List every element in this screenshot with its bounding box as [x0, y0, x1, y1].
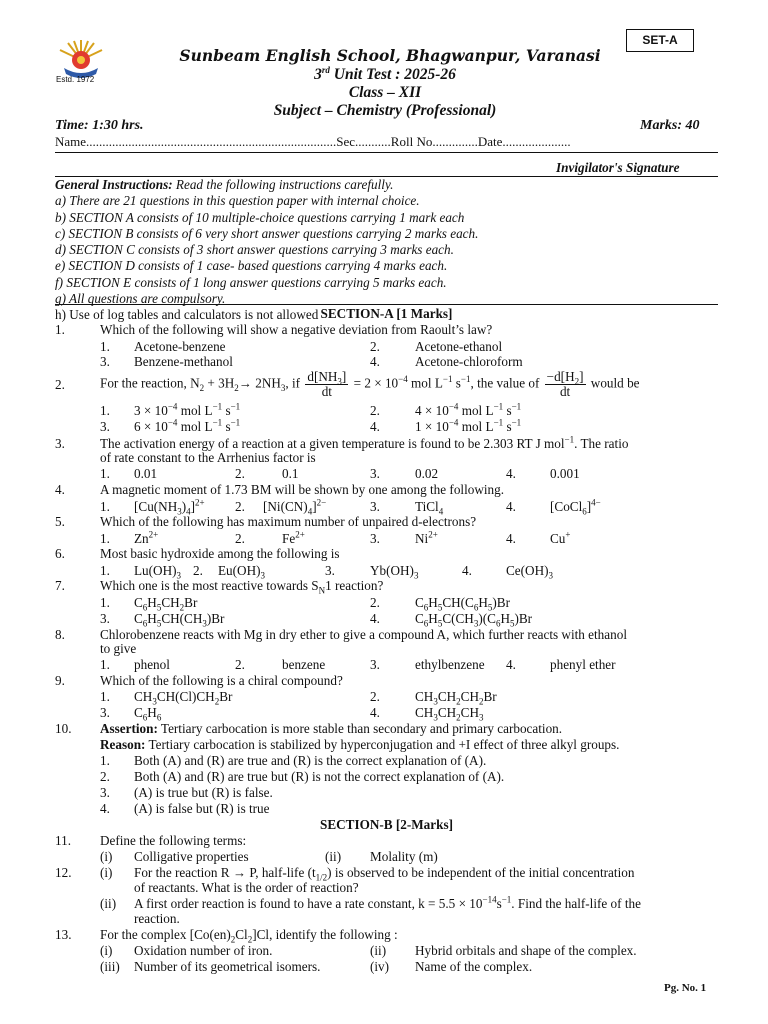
header-rule-1: [55, 152, 718, 153]
q10-option: 4. (A) is false but (R) is true: [100, 801, 270, 816]
q13-parts-row1: (i) Oxidation number of iron. (ii) Hybrid orbitals and shape of the complex.: [100, 943, 637, 958]
instructions-rule: [55, 304, 718, 305]
q10-option: 1. Both (A) and (R) are true and (R) is the correct explanation of (A).: [100, 753, 487, 768]
instruction-item: a) There are 21 questions in this question paper with internal choice.: [55, 193, 420, 209]
q2-options-row2: 3. $6 \times 10^{-4}$ mol $L^{-1}$ $s^{-1}$ 4. $1 \times 10^{-4}$ mol $L^{-1}$ $s^{-1}$: [100, 417, 522, 434]
question-3: 3. The activation energy of a reaction at a given temperature is found to be 2.303 RT J mol$^{-1}$. The ratio: [55, 434, 629, 451]
instruction-item: c) SECTION B consists of 6 very short answer questions carrying 2 marks each.: [55, 225, 479, 241]
q13-parts-row2: (iii) Number of its geometrical isomers. (iv) Name of the complex.: [100, 959, 533, 974]
instruction-item: h) Use of log tables and calculators is not allowed: [55, 307, 319, 323]
instruction-item: b) SECTION A consists of 10 multiple-choice questions carrying 1 mark each: [55, 209, 465, 225]
rate-fraction-h2: $\frac{-d[H_2]}{dt}$: [546, 369, 584, 399]
question-1: 1. Which of the following will show a negative deviation from Raoult’s law?: [55, 322, 493, 337]
q2-options-row1: 1. $3 \times 10^{-4}$ mol $L^{-1}$ $s^{-1}$ 2. $4 \times 10^{-4}$ mol $L^{-1}$ $s^{-1}$: [100, 401, 522, 418]
q8-options: 1. phenol 2. benzene 3. ethylbenzene 4. phenyl ether: [100, 657, 616, 672]
set-label: SET-A: [642, 33, 678, 47]
class-label: Class – XII: [348, 84, 422, 101]
question-10: 10. Assertion: Tertiary carbocation is more stable than secondary and primary carbocation.: [55, 721, 563, 736]
q9-options-row1: 1. $CH_3CH(Cl)CH_2Br$ 2. $CH_3CH_2CH_2Br$: [100, 689, 497, 707]
q12-part-ii: (ii) A first order reaction is found to have a rate constant, $k = 5.5 \times 10^{-14}s^{-1}$. Find the half-life of the: [100, 894, 641, 911]
q6-options: 1. $Lu(OH)_3$ 2. $Eu(OH)_3$ 3. $Yb(OH)_3$ 4. $Ce(OH)_3$: [100, 563, 553, 581]
school-logo: [50, 38, 112, 86]
test-name: 3rd Unit Test : 2025-26: [314, 64, 456, 83]
question-13: 13. For the complex $[Co(en)_2Cl_2]Cl$, identify the following :: [55, 927, 398, 945]
question-8: 8. Chlorobenzene reacts with Mg in dry ether to give a compound A, which further reacts with ethanol: [55, 627, 627, 642]
q9-options-row2: 3. $C_6H_6$ 4. $CH_3CH_2CH_3$: [100, 705, 484, 723]
subject-label: Subject – Chemistry (Professional): [273, 102, 497, 119]
marks-label: Marks: 40: [640, 118, 700, 133]
rate-fraction-nh3: $\frac{d[NH_3]}{dt}$: [307, 369, 347, 399]
section-a-heading: SECTION-A [1 Marks]: [320, 306, 453, 321]
question-11: 11. Define the following terms:: [55, 833, 247, 848]
q1-options-row1: 1. Acetone-benzene 2. Acetone-ethanol: [100, 339, 503, 354]
school-name: Sunbeam English School, Bhagwanpur, Varanasi: [179, 46, 601, 65]
question-6: 6. Most basic hydroxide among the following is: [55, 546, 340, 561]
q5-options: 1. $Zn^{2+}$ 2. $Fe^{2+}$ 3. $Ni^{2+}$ 4. Cu+: [100, 529, 571, 546]
q10-option: 3. (A) is true but (R) is false.: [100, 785, 273, 800]
q3-options: 1. 0.01 2. 0.1 3. 0.02 4. 0.001: [100, 466, 580, 481]
instruction-item: e) SECTION D consists of 1 case- based questions carrying 4 marks each.: [55, 258, 448, 274]
invigilator-signature: Invigilator's Signature: [556, 160, 680, 175]
question-5: 5. Which of the following has maximum number of unpaired d-electrons?: [55, 514, 477, 529]
page-number: Pg. No. 1: [664, 982, 707, 994]
question-4: 4. A magnetic moment of 1.73 BM will be shown by one among the following.: [55, 482, 505, 497]
question-9: 9. Which of the following is a chiral compound?: [55, 673, 343, 688]
instruction-item: g) All questions are compulsory.: [55, 291, 226, 307]
q4-options: 1. $[Cu(NH_3)_4]^{2+}$ 2. $[Ni(CN)_4]^{2-}$ 3. TiCl$_4$ 4. [CoCl$_6$]$^{4-}$: [100, 497, 601, 517]
sun-emblem-icon: [50, 38, 112, 78]
logo-estd: Estd. 1972: [56, 75, 95, 84]
q7-options-row1: 1. $C_6H_5CH_2Br$ 2. $C_6H_5CH(C_6H_5)Br$: [100, 595, 510, 613]
q10-option: 2. Both (A) and (R) are true but (R) is not the correct explanation of (A).: [100, 769, 505, 784]
time-label: Time: 1:30 hrs.: [55, 118, 144, 133]
instruction-item: f) SECTION E consists of 1 long answer questions carrying 5 marks each.: [55, 274, 447, 290]
question-12: 12. (i) For the reaction R → P, half-life $(t_{1/2})$ is observed to be independent of the initial concentration: [55, 865, 635, 883]
q1-options-row2: 3. Benzene-methanol 4. Acetone-chloroform: [100, 354, 523, 369]
question-7: 7. Which one is the most reactive towards $S_N1$ reaction?: [55, 578, 384, 596]
name-line: Name.............................................................................Sec...........Roll No..............Date.....................: [55, 134, 571, 149]
general-instructions: General Instructions: Read the following instructions carefully. a) There are 21 questions in this question paper with internal choice. b) SECTION A consists of 10 multiple-choice questions carrying 1 mark each c) SECTION B consists of 6 very short answer questions carrying 2 marks each. d) SECTION C consists of 3 short answer questions carrying 3 marks each. e) SECTION D consists of 1 case- based questions carrying 4 marks each. f) SECTION E consists of 1 long answer questions carrying 5 marks each. g) All questions are compulsory. h) Use of log tables and calculators is not allowed: [55, 177, 720, 324]
q10-reason: Reason: Tertiary carbocation is stabilized by hyperconjugation and +I effect of three alkyl groups.: [100, 737, 620, 752]
question-2: 2. For the reaction, $N_2 + 3H_2\to 2NH_3$, if $\frac{d[NH_3]}{dt}$ = $2 \times 10^{-4}$ mol $L^{-1}$ $s^{-1}$, the value of $\frac{-d[H_2]}{dt}$ would be: [55, 369, 640, 399]
section-b-heading: SECTION-B [2-Marks]: [320, 817, 453, 832]
q7-options-row2: 3. $C_6H_5CH(CH_3)Br$ 4. $C_6H_5C(CH_3)(C_6H_5)Br$: [100, 611, 533, 629]
q11-parts: (i) Colligative properties (ii) Molality (m): [100, 849, 438, 864]
instruction-item: d) SECTION C consists of 3 short answer questions carrying 3 marks each.: [55, 242, 454, 258]
